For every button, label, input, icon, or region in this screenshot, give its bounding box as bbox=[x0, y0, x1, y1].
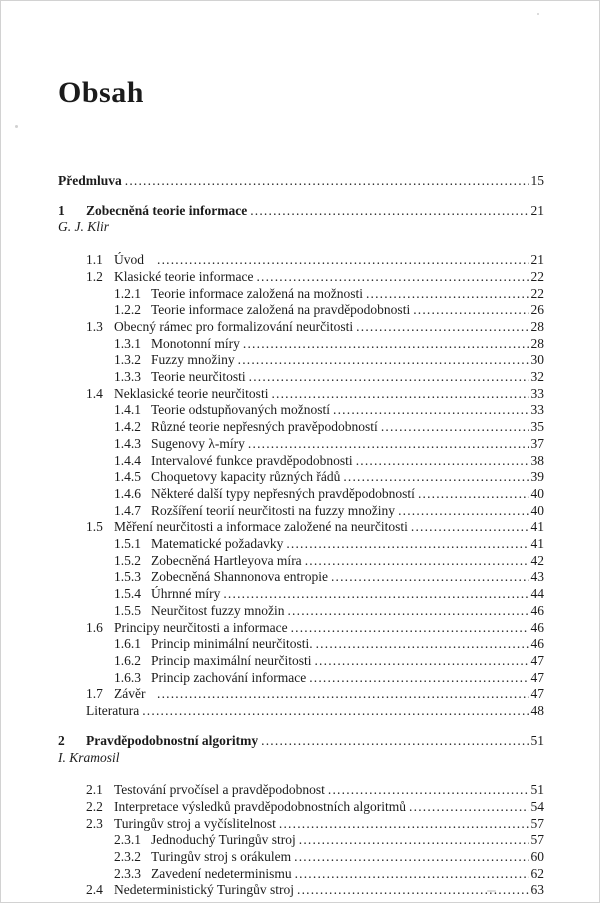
entry-number: 2.4 bbox=[86, 882, 103, 898]
entry-number: 1.4.2 bbox=[114, 419, 141, 435]
dot-leader bbox=[243, 336, 529, 353]
page-number: 40 bbox=[530, 485, 544, 501]
entry-label: Klasické teorie informace bbox=[114, 268, 254, 284]
toc-row-2.1 bbox=[58, 782, 544, 799]
entry-number: 1.4.5 bbox=[114, 469, 141, 485]
toc-row-1.6.3 bbox=[58, 670, 544, 687]
entry-number: 1.5 bbox=[86, 519, 103, 535]
entry-number: 1.5.1 bbox=[114, 536, 141, 552]
dot-leader bbox=[142, 703, 529, 720]
dot-leader bbox=[356, 319, 529, 336]
toc-row-1.5.1 bbox=[58, 536, 544, 553]
page-number: 63 bbox=[530, 882, 544, 898]
toc-row-1.5.3 bbox=[58, 569, 544, 586]
entry-number: 1.3 bbox=[86, 318, 103, 334]
page-number: 47 bbox=[530, 686, 544, 702]
entry-number: 1.2 bbox=[86, 268, 103, 284]
dot-leader bbox=[333, 402, 529, 419]
toc-row-1.2.1 bbox=[58, 286, 544, 303]
entry-label: Testování prvočísel a pravděpodobnost bbox=[114, 782, 325, 798]
toc-row-author bbox=[58, 750, 544, 767]
toc-row-1.4.6 bbox=[58, 486, 544, 503]
entry-label: Teorie neurčitosti bbox=[151, 369, 246, 385]
dot-leader bbox=[223, 586, 529, 603]
toc-row-1.4.7 bbox=[58, 503, 544, 520]
dot-leader bbox=[125, 173, 529, 190]
entry-label: Jednoduchý Turingův stroj bbox=[151, 832, 296, 848]
scan-artifact bbox=[487, 890, 496, 892]
entry-number: 2.2 bbox=[86, 798, 103, 814]
entry-number: 2.1 bbox=[86, 782, 103, 798]
dot-leader bbox=[261, 733, 529, 750]
entry-label: Neklasické teorie neurčitosti bbox=[114, 385, 269, 401]
page-number: 40 bbox=[530, 502, 544, 518]
page-number: 39 bbox=[530, 469, 544, 485]
entry-label: Předmluva bbox=[58, 173, 122, 188]
dot-leader bbox=[287, 603, 529, 620]
dot-leader bbox=[256, 269, 529, 286]
entry-label: Princip minimální neurčitosti. bbox=[151, 636, 313, 652]
toc-row-lit bbox=[58, 703, 544, 720]
toc-row-2.3 bbox=[58, 816, 544, 833]
entry-number: 1.6.2 bbox=[114, 652, 141, 668]
entry-label: Některé další typy nepřesných pravděpodobností bbox=[151, 485, 415, 501]
entry-number: 1.4 bbox=[86, 385, 103, 401]
entry-label: Teorie odstupňovaných možností bbox=[151, 402, 331, 418]
entry-label: Principy neurčitosti a informace bbox=[114, 619, 288, 635]
entry-label: Neurčitost fuzzy množin bbox=[151, 602, 285, 618]
entry-label: Monotonní míry bbox=[151, 335, 240, 351]
page-number: 48 bbox=[530, 703, 544, 719]
entry-number: 1.6.1 bbox=[114, 636, 141, 652]
entry-number: 1.2.1 bbox=[114, 285, 141, 301]
entry-label: Princip zachování informace bbox=[151, 669, 307, 685]
dot-leader bbox=[309, 670, 529, 687]
dot-leader bbox=[250, 203, 529, 220]
entry-label: Princip maximální neurčitosti bbox=[151, 652, 312, 668]
entry-label: G. J. Klir bbox=[58, 219, 110, 235]
toc-row-2.4 bbox=[58, 882, 544, 899]
page-number: 46 bbox=[530, 619, 544, 635]
dot-leader bbox=[157, 686, 529, 703]
toc-row-author bbox=[58, 219, 544, 236]
entry-number: 2.3.1 bbox=[114, 832, 141, 848]
page-number: 28 bbox=[530, 318, 544, 334]
toc-row-1.4.2 bbox=[58, 419, 544, 436]
entry-number: 1.7 bbox=[86, 686, 103, 702]
entry-label: Zobecněná Hartleyova míra bbox=[151, 552, 302, 568]
scan-artifact bbox=[537, 13, 539, 15]
entry-number: 1.1 bbox=[86, 252, 103, 268]
page-number: 47 bbox=[530, 669, 544, 685]
toc-row-2 bbox=[58, 733, 544, 750]
toc-row-2.3.3 bbox=[58, 866, 544, 883]
entry-number: 1.3.1 bbox=[114, 335, 141, 351]
entry-number: 1.5.3 bbox=[114, 569, 141, 585]
toc-row-1.4.5 bbox=[58, 469, 544, 486]
dot-leader bbox=[238, 352, 529, 369]
page-number: 51 bbox=[530, 732, 544, 748]
toc-row-preface bbox=[58, 173, 544, 190]
entry-label: Různé teorie nepřesných pravěpodobností bbox=[151, 419, 378, 435]
toc-row-1 bbox=[58, 203, 544, 220]
toc-row-1.6 bbox=[58, 620, 544, 637]
entry-label: Matematické požadavky bbox=[151, 536, 284, 552]
entry-label: Závěr bbox=[114, 686, 146, 702]
entry-number: 1.3.2 bbox=[114, 352, 141, 368]
entry-number: 1.4.4 bbox=[114, 452, 141, 468]
toc-row-1.5.5 bbox=[58, 603, 544, 620]
page-number: 60 bbox=[530, 849, 544, 865]
entry-label: I. Kramosil bbox=[58, 749, 120, 765]
toc-row-1.4.3 bbox=[58, 436, 544, 453]
toc-row-1.4.4 bbox=[58, 453, 544, 470]
toc-row-2.3.2 bbox=[58, 849, 544, 866]
entry-number: 1.4.7 bbox=[114, 502, 141, 518]
dot-leader bbox=[331, 569, 529, 586]
dot-leader bbox=[418, 486, 529, 503]
toc-row-1.5.4 bbox=[58, 586, 544, 603]
entry-label: Zobecněná Shannonova entropie bbox=[151, 569, 328, 585]
dot-leader bbox=[286, 536, 529, 553]
entry-label: Fuzzy množiny bbox=[151, 352, 235, 368]
entry-number: 1.5.2 bbox=[114, 552, 141, 568]
dot-leader bbox=[398, 503, 529, 520]
toc-row-1.3 bbox=[58, 319, 544, 336]
page-number: 15 bbox=[530, 173, 544, 188]
page-number: 41 bbox=[530, 536, 544, 552]
dot-leader bbox=[305, 553, 529, 570]
dot-leader bbox=[299, 832, 529, 849]
page-number: 41 bbox=[530, 519, 544, 535]
page-number: 43 bbox=[530, 569, 544, 585]
toc bbox=[58, 173, 544, 899]
page-number: 38 bbox=[530, 452, 544, 468]
scan-artifact bbox=[15, 125, 18, 128]
toc-row-1.7 bbox=[58, 686, 544, 703]
dot-leader bbox=[279, 816, 529, 833]
entry-label: Sugenovy λ-míry bbox=[151, 435, 245, 451]
page-number: 33 bbox=[530, 402, 544, 418]
page-number: 33 bbox=[530, 385, 544, 401]
toc-row-1.2.2 bbox=[58, 302, 544, 319]
entry-label: Měření neurčitosti a informace založené na neurčitosti bbox=[114, 519, 408, 535]
toc-row-1.6.1 bbox=[58, 636, 544, 653]
dot-leader bbox=[343, 469, 529, 486]
entry-label: Zobecněná teorie informace bbox=[86, 202, 248, 218]
page-number: 21 bbox=[530, 202, 544, 218]
entry-label: Turingův stroj a vyčíslitelnost bbox=[114, 815, 276, 831]
toc-row-1.5 bbox=[58, 519, 544, 536]
entry-number: 1 bbox=[58, 202, 65, 218]
page-number: 21 bbox=[530, 252, 544, 268]
entry-number: 1.6 bbox=[86, 619, 103, 635]
page-number: 35 bbox=[530, 419, 544, 435]
entry-label: Teorie informace založená na pravděpodobnosti bbox=[151, 302, 411, 318]
dot-leader bbox=[249, 369, 529, 386]
page-number: 57 bbox=[530, 832, 544, 848]
entry-label: Rozšíření teorií neurčitosti na fuzzy množiny bbox=[151, 502, 396, 518]
entry-label: Úvod bbox=[114, 252, 144, 268]
dot-leader bbox=[413, 302, 529, 319]
dot-leader bbox=[314, 653, 529, 670]
page-number: 30 bbox=[530, 352, 544, 368]
page-number: 28 bbox=[530, 335, 544, 351]
page-number: 46 bbox=[530, 602, 544, 618]
entry-label: Nedeterministický Turingův stroj bbox=[114, 882, 294, 898]
page-number: 37 bbox=[530, 435, 544, 451]
entry-number: 1.4.1 bbox=[114, 402, 141, 418]
page-number: 44 bbox=[530, 586, 544, 602]
dot-leader bbox=[248, 436, 529, 453]
toc-row-1.6.2 bbox=[58, 653, 544, 670]
toc-row-1.2 bbox=[58, 269, 544, 286]
dot-leader bbox=[291, 620, 529, 637]
page-title: Obsah bbox=[58, 76, 144, 109]
dot-leader bbox=[316, 636, 529, 653]
dot-leader bbox=[271, 386, 529, 403]
dot-leader bbox=[356, 453, 529, 470]
entry-label: Pravděpodobnostní algoritmy bbox=[86, 732, 259, 748]
page-number: 42 bbox=[530, 552, 544, 568]
toc-row-2.3.1 bbox=[58, 832, 544, 849]
entry-label: Literatura bbox=[86, 703, 140, 719]
toc-row-1.3.3 bbox=[58, 369, 544, 386]
dot-leader bbox=[295, 866, 529, 883]
toc-row-1.1 bbox=[58, 252, 544, 269]
entry-number: 2.3.3 bbox=[114, 865, 141, 881]
toc-row-1.4 bbox=[58, 386, 544, 403]
entry-number: 2.3 bbox=[86, 815, 103, 831]
entry-number: 1.2.2 bbox=[114, 302, 141, 318]
toc-row-2.2 bbox=[58, 799, 544, 816]
entry-number: 2 bbox=[58, 732, 65, 748]
page-number: 22 bbox=[530, 268, 544, 284]
entry-number: 1.4.3 bbox=[114, 435, 141, 451]
dot-leader bbox=[381, 419, 529, 436]
page-number: 62 bbox=[530, 865, 544, 881]
entry-number: 1.5.4 bbox=[114, 586, 141, 602]
entry-label: Interpretace výsledků pravděpodobnostních algoritmů bbox=[114, 798, 407, 814]
dot-leader bbox=[409, 799, 529, 816]
entry-label: Úhrnné míry bbox=[151, 586, 221, 602]
toc-row-1.3.1 bbox=[58, 336, 544, 353]
entry-number: 2.3.2 bbox=[114, 849, 141, 865]
page-number: 32 bbox=[530, 369, 544, 385]
dot-leader bbox=[366, 286, 529, 303]
entry-number: 1.5.5 bbox=[114, 602, 141, 618]
toc-row-1.4.1 bbox=[58, 402, 544, 419]
dot-leader bbox=[328, 782, 529, 799]
entry-label: Turingův stroj s orákulem bbox=[151, 849, 292, 865]
entry-label: Choquetovy kapacity různých řádů bbox=[151, 469, 341, 485]
page-number: 22 bbox=[530, 285, 544, 301]
page-number: 26 bbox=[530, 302, 544, 318]
page-number: 54 bbox=[530, 798, 544, 814]
dot-leader bbox=[294, 849, 529, 866]
entry-number: 1.6.3 bbox=[114, 669, 141, 685]
page-number: 57 bbox=[530, 815, 544, 831]
entry-number: 1.4.6 bbox=[114, 485, 141, 501]
page-number: 47 bbox=[530, 652, 544, 668]
dot-leader bbox=[157, 252, 529, 269]
page-number: 51 bbox=[530, 782, 544, 798]
toc-row-1.5.2 bbox=[58, 553, 544, 570]
toc-row-1.3.2 bbox=[58, 352, 544, 369]
entry-label: Intervalové funkce pravděpodobnosti bbox=[151, 452, 353, 468]
entry-label: Zavedení nedeterminismu bbox=[151, 865, 292, 881]
entry-label: Obecný rámec pro formalizování neurčitosti bbox=[114, 318, 354, 334]
entry-number: 1.3.3 bbox=[114, 369, 141, 385]
page-number: 46 bbox=[530, 636, 544, 652]
dot-leader bbox=[411, 519, 529, 536]
entry-label: Teorie informace založená na možnosti bbox=[151, 285, 363, 301]
